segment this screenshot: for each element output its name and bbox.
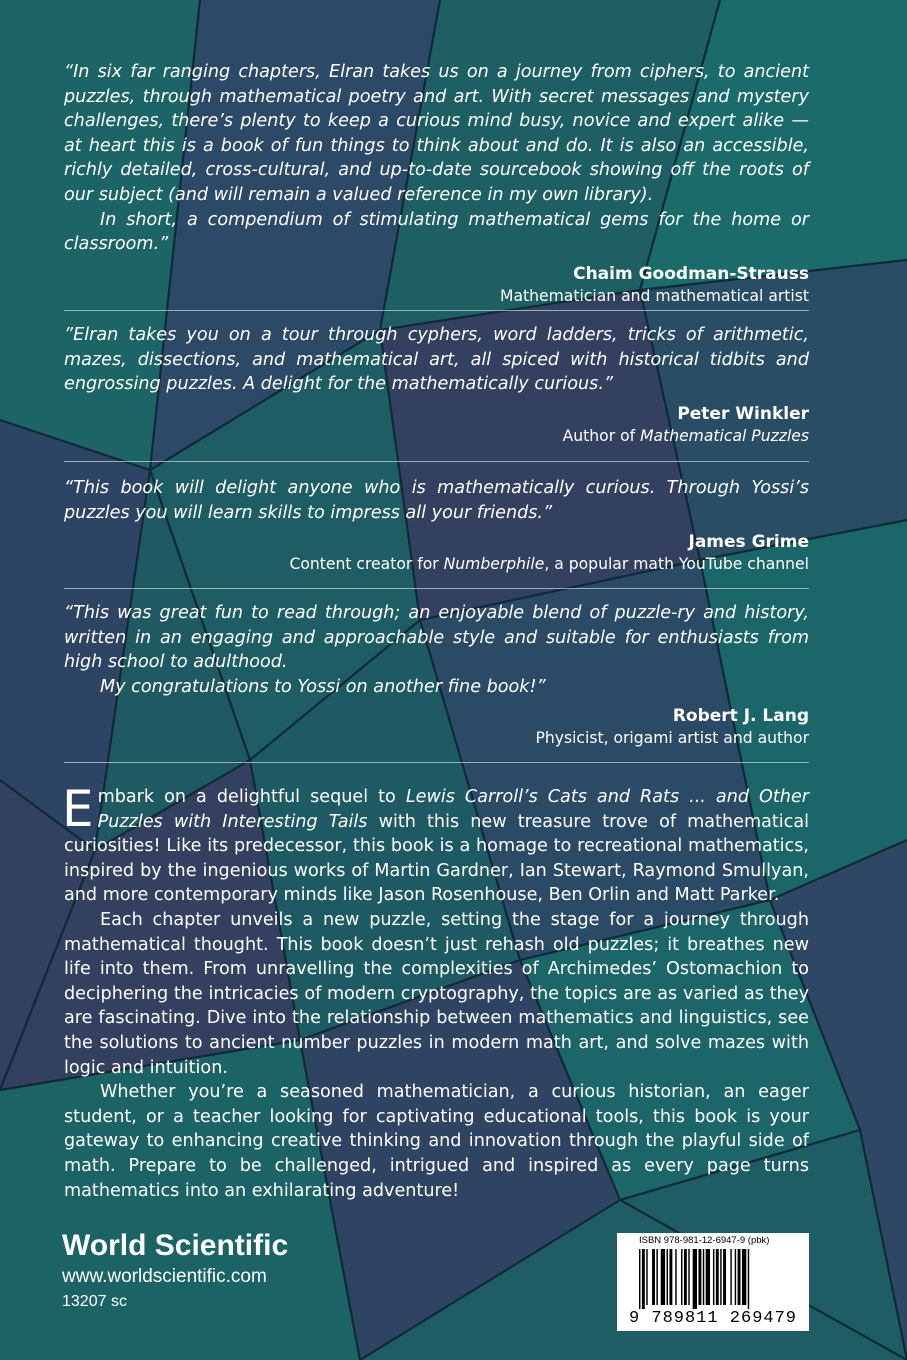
endorsement-grime bbox=[64, 476, 809, 575]
barcode-bar bbox=[738, 1249, 741, 1305]
barcode-bar bbox=[748, 1249, 749, 1309]
barcode-bar bbox=[706, 1249, 710, 1305]
barcode-bar bbox=[723, 1249, 726, 1305]
role-suffix: , a popular math YouTube channel bbox=[544, 555, 809, 574]
quote-paragraph: “In six far ranging chapters, Elran takes us on a journey from ciphers, to ancient puzzles, through mathematical poetry and art. With secret messages and mystery challenges, there’s plenty to keep a curious mind busy, novice and expert alike — at heart this is a book of fun things to think about and do. It is also an accessible, richly detailed, cross-cultural, and up-to-date sourcebook showing off the roots of our subject (and will remain a valued reference in my own library). bbox=[64, 62, 809, 205]
endorser-role bbox=[64, 425, 809, 447]
divider bbox=[64, 310, 809, 311]
barcode-bar bbox=[720, 1249, 721, 1305]
description-text: mbark on a delightful sequel to bbox=[97, 787, 406, 807]
quote-text: “This book will delight anyone who is mathematically curious. Through Yossi’s puzzles you will learn skills to impress all your friends.” bbox=[64, 478, 809, 523]
quote-paragraph: “This was great fun to read through; an enjoyable blend of puzzle-ry and history, written in an engaging and approachable style and suitable for enthusiasts from high school to adulthood. bbox=[64, 603, 809, 673]
barcode-bar bbox=[716, 1249, 719, 1305]
publisher-block bbox=[62, 1228, 288, 1314]
barcode-bar bbox=[667, 1249, 668, 1305]
barcode-bar bbox=[703, 1249, 704, 1305]
barcode-bar bbox=[656, 1249, 657, 1305]
barcode-bar bbox=[661, 1249, 665, 1305]
barcode-bar bbox=[693, 1249, 697, 1309]
endorser-role bbox=[64, 553, 809, 575]
publisher-name: World Scientific bbox=[62, 1229, 289, 1262]
book-description bbox=[62, 780, 810, 1203]
predecessor-title: Lewis Carroll’s Cats and Rats ... and Other Puzzles with Interesting Tails bbox=[97, 787, 809, 832]
isbn-digits: 9 789811 269479 bbox=[628, 1309, 798, 1328]
endorser-role: Mathematician and mathematical artist bbox=[500, 286, 809, 305]
barcode-bar bbox=[681, 1249, 682, 1305]
drop-cap: E bbox=[62, 780, 94, 838]
barcode-bar bbox=[735, 1249, 736, 1305]
isbn-label: ISBN 978-981-12-6947-9 (pbk) bbox=[639, 1235, 770, 1246]
divider bbox=[64, 762, 809, 763]
barcode-bar bbox=[669, 1249, 672, 1305]
divider bbox=[64, 588, 809, 589]
barcode-bars bbox=[639, 1249, 799, 1309]
barcode-bar bbox=[642, 1249, 645, 1309]
endorsement-goodman-strauss bbox=[64, 60, 809, 307]
quote-text bbox=[64, 60, 809, 257]
divider bbox=[64, 461, 809, 462]
channel-name: Numberphile bbox=[443, 555, 545, 574]
description-paragraph: Whether you’re a seasoned mathematician, a curious historian, an eager student, or a teacher looking for captivating educational tools, this book is your gateway to enhancing creative thinking and innovation through the playful side of math. Prepare to be challenged, intrigued and inspired as every page turns mathematics into an exhilarating adventure! bbox=[64, 1082, 809, 1201]
description-text: with this new treasure trove of mathematical curiosities! Like its predecessor, this book is a homage to recreational mathematics, inspired by the ingenious works of Martin Gardner, Ian Stewart, Raymond Smullyan, and more contemporary minds like Jason Rosenhouse, Ben Orlin and Matt Parker. bbox=[64, 811, 810, 906]
quote-paragraph: In short, a compendium of stimulating mathematical gems for the home or classroom.” bbox=[64, 209, 809, 255]
quote-text bbox=[64, 601, 809, 699]
endorser-name: Chaim Goodman-Strauss bbox=[573, 263, 809, 284]
barcode-bar bbox=[675, 1249, 676, 1305]
barcode-bar bbox=[688, 1249, 689, 1305]
isbn-barcode bbox=[617, 1233, 809, 1331]
quote-text: ”Elran takes you on a tour through cyphers, word ladders, tricks of arithmetic, mazes, dissections, and mathematical art, all spiced with historical tidbits and engrossing puzzles. A delight for the mathematically curious.” bbox=[64, 325, 809, 395]
barcode-bar bbox=[730, 1249, 731, 1305]
barcode-bar bbox=[698, 1249, 701, 1305]
barcode-bar bbox=[652, 1249, 655, 1305]
description-paragraph: Each chapter unveils a new puzzle, setting the stage for a journey through mathematical thought. This book doesn’t just rehash old puzzles; it breathes new life into them. From unravelling the complexities of Archimedes’ Ostomachion to deciphering the intricacies of modern cryptography, the topics are as varied as they are fascinating. Dive into the relationship between mathematics and linguistics, see the solutions to ancient number puzzles in modern math art, and solve mazes with logic and intuition. bbox=[64, 909, 809, 1078]
endorsement-lang bbox=[64, 601, 809, 749]
role-prefix: Content creator for bbox=[289, 555, 444, 574]
barcode-bar bbox=[639, 1249, 640, 1309]
description-paragraph bbox=[62, 780, 810, 908]
endorser-name: Peter Winkler bbox=[677, 403, 809, 424]
barcode-bar bbox=[646, 1249, 647, 1305]
barcode-bar bbox=[713, 1249, 714, 1305]
book-title: Mathematical Puzzles bbox=[640, 426, 809, 445]
barcode-bar bbox=[684, 1249, 687, 1305]
endorser-name: James Grime bbox=[688, 532, 809, 553]
barcode-bar bbox=[742, 1249, 746, 1305]
endorsement-winkler bbox=[64, 323, 809, 447]
publisher-url: www.worldscientific.com bbox=[62, 1266, 267, 1287]
role-prefix: Author of bbox=[562, 426, 641, 445]
endorser-role: Physicist, origami artist and author bbox=[535, 729, 809, 748]
product-code: 13207 sc bbox=[62, 1293, 127, 1310]
endorser-name: Robert J. Lang bbox=[672, 706, 809, 727]
quote-paragraph: My congratulations to Yossi on another fine book!” bbox=[100, 676, 546, 697]
